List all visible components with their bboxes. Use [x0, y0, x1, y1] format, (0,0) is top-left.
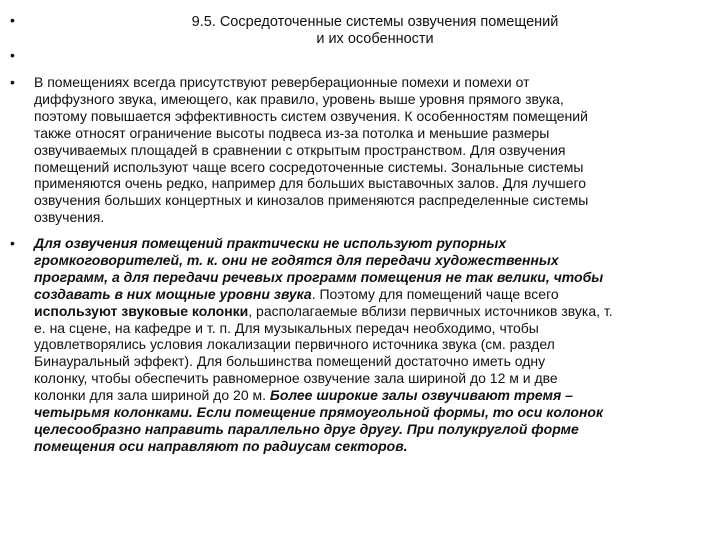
- slide-title: [110, 14, 640, 48]
- bullet-4: •: [10, 235, 15, 251]
- bullet-3: •: [10, 74, 15, 90]
- paragraph-line: целесообразно направить параллельно друг другу. При полукруглой форме: [34, 420, 579, 437]
- paragraph-line: диффузного звука, имеющего, как правило, уровень выше уровня прямого звука,: [34, 90, 564, 107]
- paragraph-line: озвучения.: [34, 209, 105, 226]
- title-line-1: 9.5. Сосредоточенные системы озвучения помещений: [191, 14, 559, 30]
- title-line-2: и их особенности: [316, 31, 434, 47]
- paragraph-line: четырьмя колонками. Если помещение прямоугольной формы, то оси колонок: [34, 404, 604, 421]
- paragraph-line: помещения оси направляют по радиусам секторов.: [34, 437, 408, 454]
- paragraph-line: [34, 286, 706, 303]
- plain-text: колонки для зала шириной до 20 м.: [34, 387, 270, 404]
- paragraph-1: [34, 74, 706, 226]
- plain-text: , располагаемые вблизи первичных источников звука, т.: [248, 302, 613, 319]
- emphasis-text: создавать в них мощные уровни звука: [34, 285, 312, 302]
- paragraph-2: [34, 235, 706, 455]
- paragraph-line: удовлетворялись условия локализации первичного источника звука (см. раздел: [34, 336, 555, 353]
- paragraph-line: [34, 387, 706, 404]
- paragraph-line: озвучиваемых площадей в сравнении с открытым пространством. Для озвучения: [34, 141, 566, 158]
- paragraph-line: помещений используют чаще всего сосредоточенные системы. Зональные системы: [34, 158, 584, 175]
- paragraph-line: поэтому повышается эффективность систем озвучения. К особенностям помещений: [34, 107, 588, 124]
- paragraph-line: Для озвучения помещений практически не используют рупорных: [34, 235, 507, 251]
- plain-text: . Поэтому для помещений чаще всего: [311, 285, 559, 302]
- paragraph-line: озвучения больших концертных и кинозалов применяются распределенные системы: [34, 192, 589, 209]
- bullet-1: •: [10, 12, 15, 28]
- paragraph-line: Бинауральный эффект). Для большинства помещений достаточно иметь одну: [34, 353, 546, 370]
- paragraph-line: также относят ограничение высоты подвеса из-за потолка и меньшие размеры: [34, 124, 550, 141]
- bold-text: используют звуковые колонки: [34, 302, 249, 319]
- paragraph-line: программ, а для передачи речевых программ помещения не так велики, чтобы: [34, 268, 604, 285]
- paragraph-line: В помещениях всегда присутствуют реверберационные помехи и помехи от: [34, 74, 530, 90]
- paragraph-line: громкоговорителей, т. к. они не годятся для передачи художественных: [34, 251, 559, 268]
- paragraph-line: колонку, чтобы обеспечить равномерное озвучение зала шириной до 12 м и две: [34, 370, 558, 387]
- paragraph-line: е. на сцене, на кафедре и т. п. Для музыкальных передач необходимо, чтобы: [34, 319, 539, 336]
- emphasis-text: Более широкие залы озвучивают тремя –: [269, 387, 573, 404]
- paragraph-line: применяются очень редко, например для больших выставочных залов. Для лучшего: [34, 175, 587, 192]
- paragraph-line: [34, 303, 706, 320]
- bullet-2: •: [10, 47, 15, 63]
